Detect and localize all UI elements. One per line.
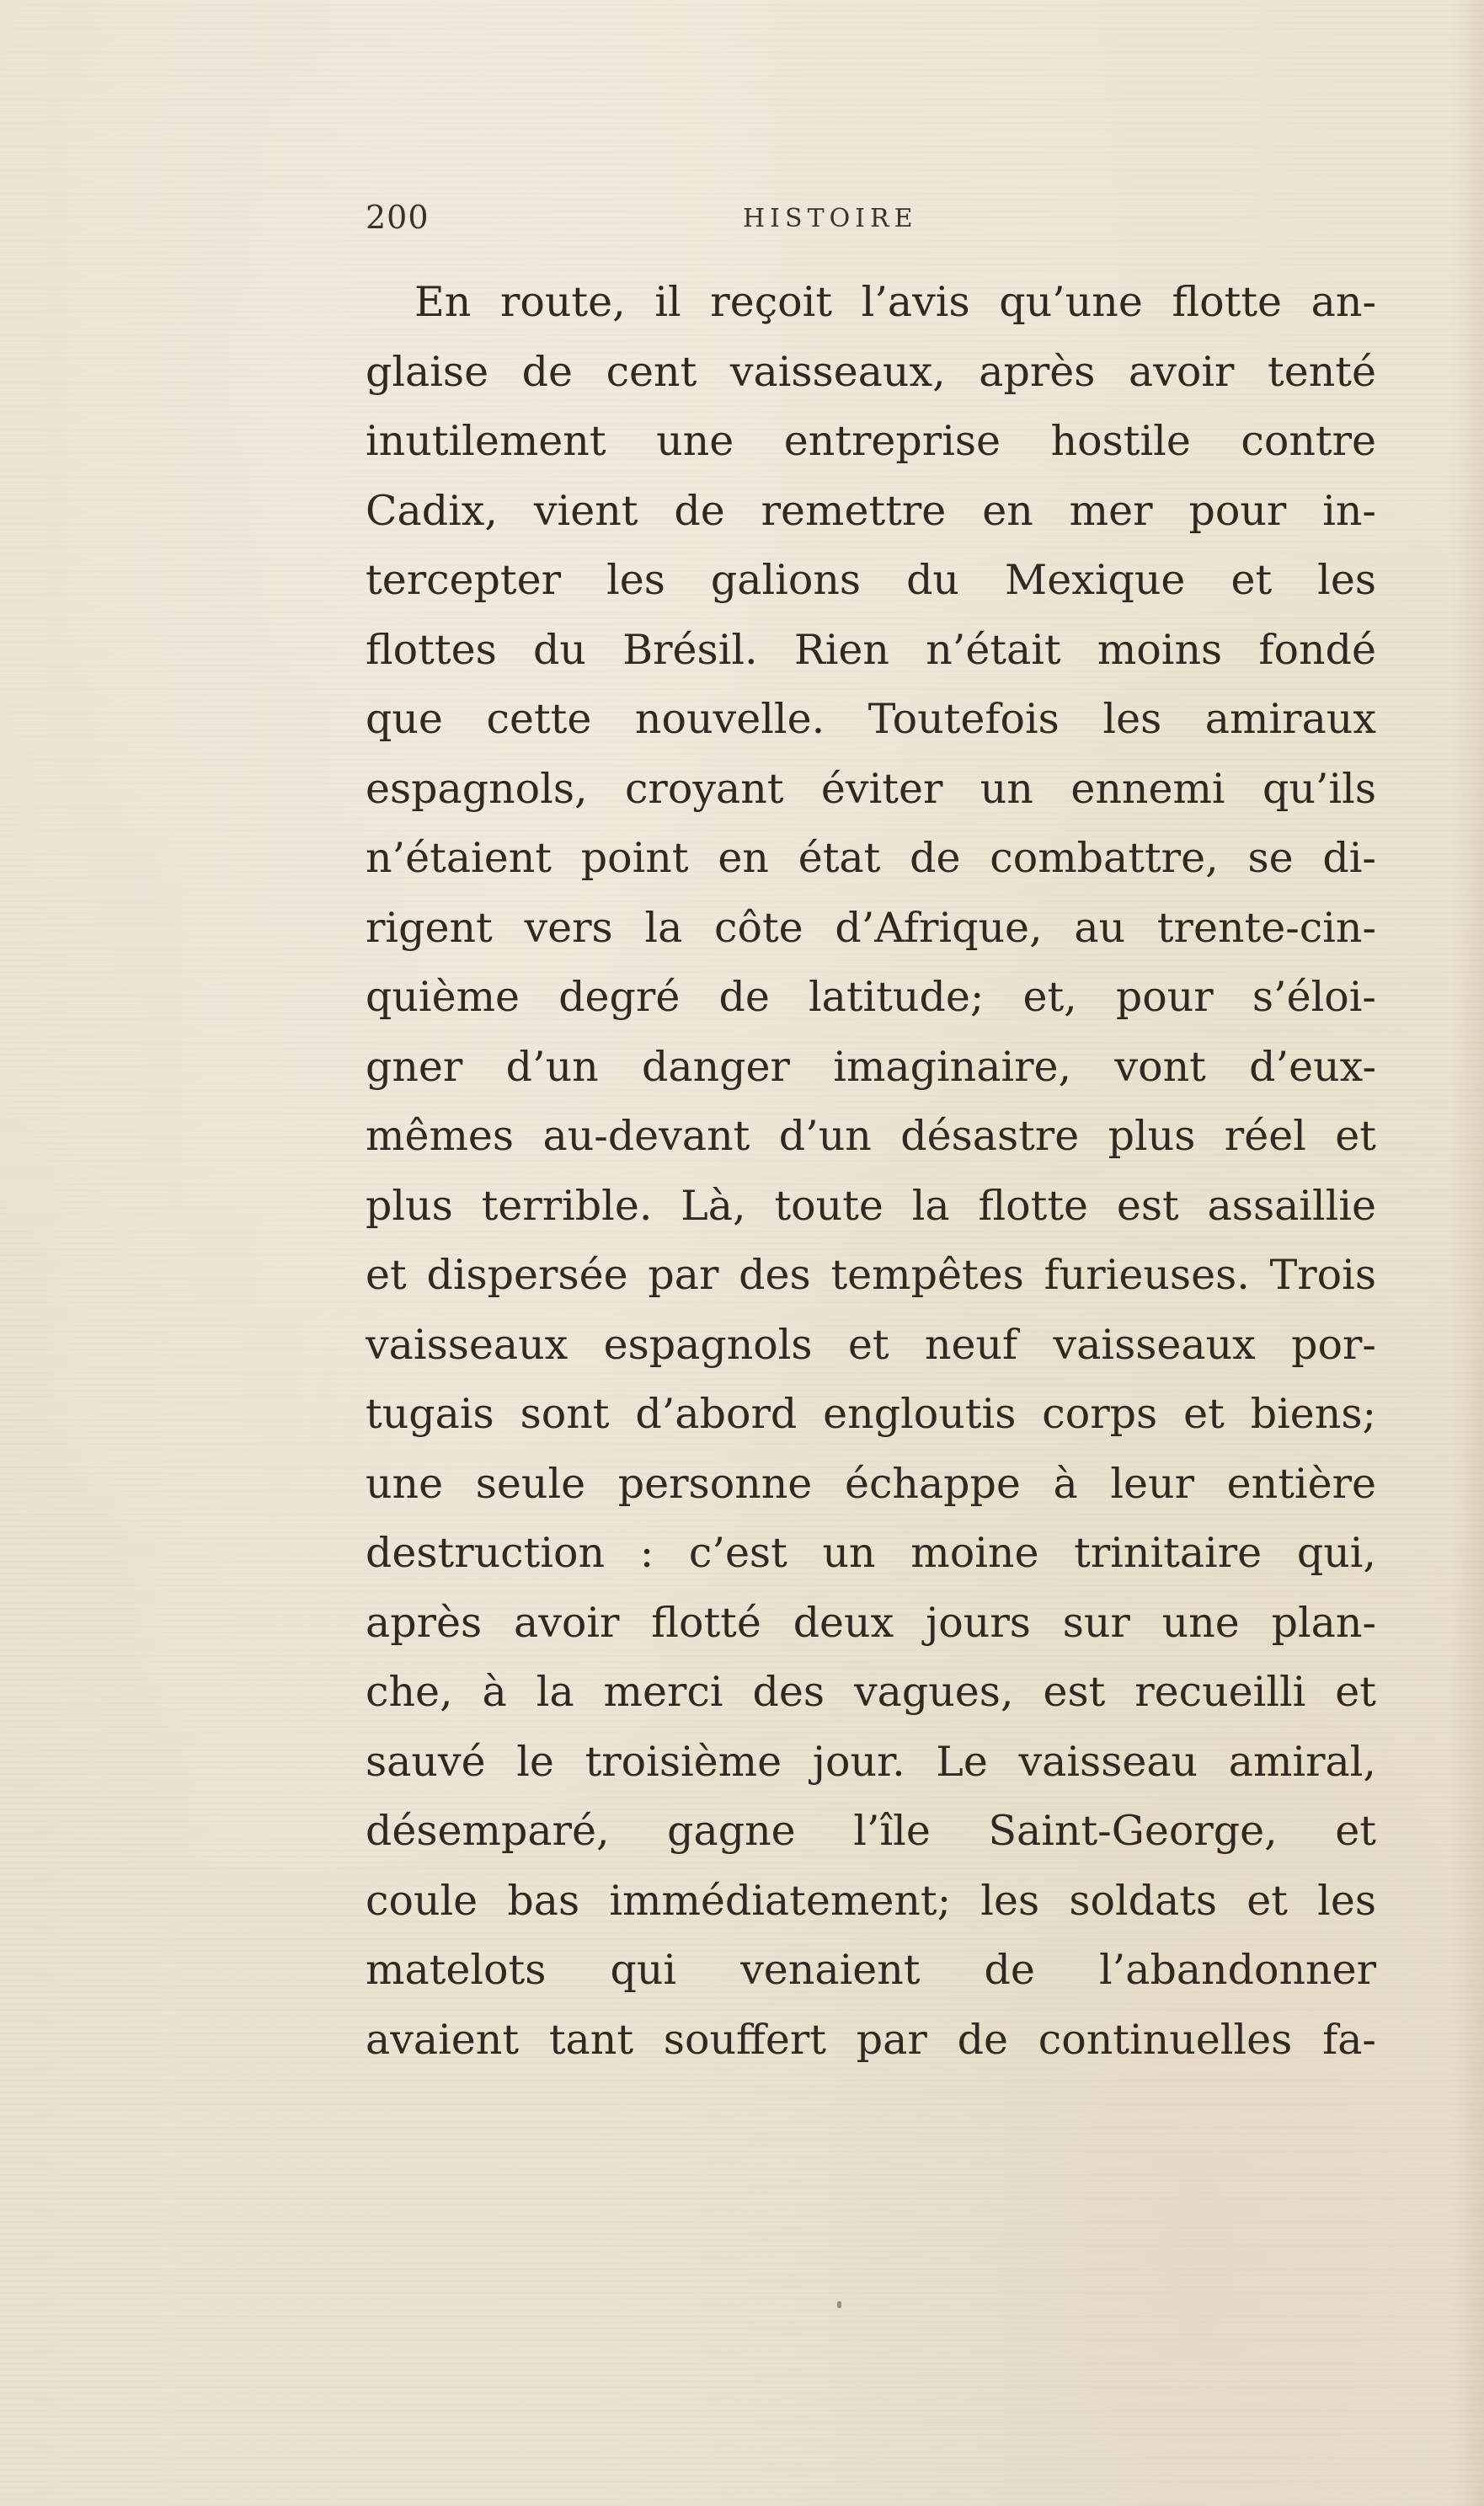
text-line: avaient tant souffert par de continuelles fa- (366, 2015, 1376, 2064)
running-head: HISTOIRE (743, 204, 918, 233)
text-line: Cadix, vient de remettre en mer pour in- (366, 486, 1376, 535)
text-line: sauvé le troisième jour. Le vaisseau amiral, (366, 1737, 1376, 1786)
text-line: espagnols, croyant éviter un ennemi qu’ils (366, 764, 1376, 813)
text-line: mêmes au-devant d’un désastre plus réel et (366, 1112, 1376, 1160)
text-line: et dispersée par des tempêtes furieuses. Trois (366, 1251, 1376, 1299)
text-line: inutilement une entreprise hostile contre (366, 417, 1376, 465)
text-line: quième degré de latitude; et, pour s’éloi- (366, 973, 1376, 1021)
text-line: coule bas immédiatement; les soldats et les (366, 1876, 1376, 1925)
text-line: que cette nouvelle. Toutefois les amiraux (366, 695, 1376, 743)
text-line: désemparé, gagne l’île Saint-George, et (366, 1807, 1376, 1855)
page-number: 200 (366, 199, 430, 236)
text-line: tugais sont d’abord engloutis corps et biens; (366, 1390, 1376, 1438)
text-line: après avoir flotté deux jours sur une plan- (366, 1598, 1376, 1647)
text-line: gner d’un danger imaginaire, vont d’eux- (366, 1042, 1376, 1091)
text-line: une seule personne échappe à leur entière (366, 1459, 1376, 1508)
page-edge-shadow (1450, 0, 1484, 2506)
body-text (366, 268, 1376, 2075)
text-line: vaisseaux espagnols et neuf vaisseaux por- (366, 1320, 1376, 1369)
text-line: En route, il reçoit l’avis qu’une flotte an- (414, 278, 1376, 326)
text-line: flottes du Brésil. Rien n’était moins fondé (366, 625, 1376, 674)
text-line: destruction : c’est un moine trinitaire qui, (366, 1529, 1376, 1577)
text-line: glaise de cent vaisseaux, après avoir tenté (366, 347, 1376, 396)
text-line: rigent vers la côte d’Afrique, au trente-cin- (366, 903, 1376, 952)
text-line: che, à la merci des vagues, est recueilli et (366, 1668, 1376, 1716)
text-line: matelots qui venaient de l’abandonner (366, 1946, 1376, 1994)
text-line: tercepter les galions du Mexique et les (366, 556, 1376, 604)
text-line: n’étaient point en état de combattre, se di- (366, 834, 1376, 882)
page-header (366, 199, 1006, 249)
text-line: plus terrible. Là, toute la flotte est assaillie (366, 1181, 1376, 1230)
paper-speck (837, 2301, 841, 2308)
